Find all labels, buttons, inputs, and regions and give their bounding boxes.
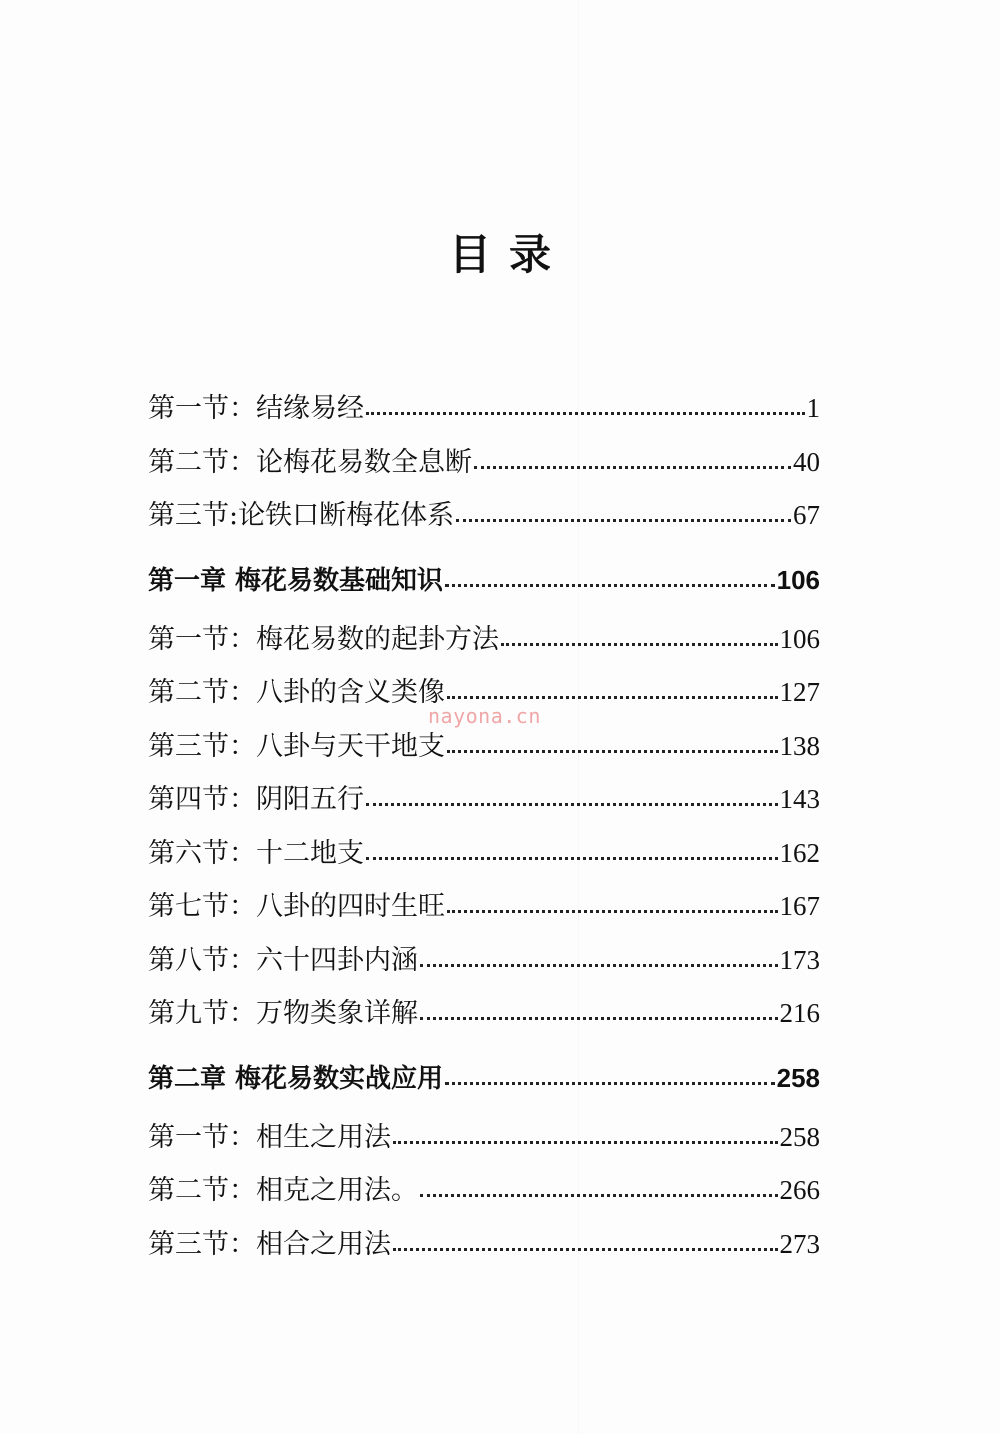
toc-entry-label: 第三节:论铁口断梅花体系	[148, 500, 455, 531]
toc-entry[interactable]	[148, 1164, 820, 1218]
dot-leader	[366, 390, 805, 417]
toc-entry-page: 173	[779, 944, 820, 975]
toc-entry[interactable]	[148, 987, 820, 1041]
dot-leader	[366, 835, 778, 862]
dot-leader	[366, 781, 778, 808]
watermark-text: nayona.cn	[428, 704, 541, 728]
toc-entry-label: 第一节：结缘易经	[148, 393, 364, 424]
dot-leader	[420, 995, 778, 1022]
toc-chapter-label: 第二章 梅花易数实战应用	[148, 1063, 444, 1094]
toc-entry[interactable]	[148, 934, 820, 988]
dot-leader	[447, 728, 778, 755]
toc-entry-page: 127	[779, 677, 820, 707]
toc-entry[interactable]	[148, 489, 820, 543]
table-of-contents	[148, 382, 820, 1271]
toc-entry-label: 第二节：相克之用法。	[148, 1175, 418, 1206]
toc-entry-label: 第四节：阴阳五行	[148, 784, 364, 815]
dot-leader	[393, 1119, 778, 1146]
dot-leader	[445, 563, 775, 589]
toc-entry-page: 138	[779, 730, 820, 761]
toc-entry[interactable]	[148, 773, 820, 827]
toc-entry[interactable]	[148, 1111, 820, 1165]
dot-leader	[393, 1226, 778, 1253]
toc-entry-label: 第三节：八卦与天干地支	[148, 730, 445, 762]
toc-entry-page: 162	[779, 837, 820, 868]
dot-leader	[420, 942, 778, 969]
toc-entry[interactable]	[148, 880, 820, 934]
toc-entry-label: 第一节：梅花易数的起卦方法	[148, 623, 499, 655]
toc-entry-label: 第八节：六十四卦内涵	[148, 944, 418, 976]
toc-chapter-entry[interactable]	[148, 547, 820, 613]
toc-chapter-page: 106	[776, 564, 820, 595]
dot-leader	[501, 621, 778, 648]
toc-entry[interactable]	[148, 382, 820, 436]
toc-entry-page: 258	[779, 1121, 820, 1152]
toc-entry-page: 143	[779, 784, 820, 814]
dot-leader	[445, 1061, 775, 1087]
dot-leader	[447, 674, 778, 701]
toc-entry[interactable]	[148, 1218, 820, 1272]
toc-entry-label: 第七节：八卦的四时生旺	[148, 891, 445, 922]
toc-entry-page: 40	[793, 446, 820, 477]
toc-chapter-label: 第一章 梅花易数基础知识	[148, 565, 444, 596]
toc-entry-page: 106	[779, 623, 820, 654]
toc-entry-page: 216	[779, 998, 820, 1028]
toc-entry-label: 第二节：论梅花易数全息断	[148, 446, 472, 478]
dot-leader	[420, 1172, 778, 1199]
dot-leader	[474, 444, 791, 471]
toc-entry-page: 167	[779, 891, 820, 921]
toc-entry[interactable]	[148, 436, 820, 490]
toc-entry[interactable]	[148, 613, 820, 667]
toc-entry-label: 第三节：相合之用法	[148, 1228, 391, 1260]
toc-entry-label: 第九节：万物类象详解	[148, 998, 418, 1029]
toc-entry-page: 273	[779, 1228, 820, 1259]
toc-entry-page: 1	[806, 393, 820, 423]
toc-entry-label: 第六节：十二地支	[148, 837, 364, 869]
dot-leader	[456, 497, 791, 524]
toc-chapter-page: 258	[776, 1062, 820, 1093]
toc-entry-page: 67	[793, 500, 820, 530]
toc-entry[interactable]	[148, 827, 820, 881]
dot-leader	[447, 888, 778, 915]
toc-chapter-entry[interactable]	[148, 1045, 820, 1111]
toc-entry-label: 第一节：相生之用法	[148, 1121, 391, 1153]
toc-entry-page: 266	[779, 1175, 820, 1205]
toc-entry-label: 第二节：八卦的含义类像	[148, 677, 445, 708]
page-title: 目录	[448, 230, 569, 279]
